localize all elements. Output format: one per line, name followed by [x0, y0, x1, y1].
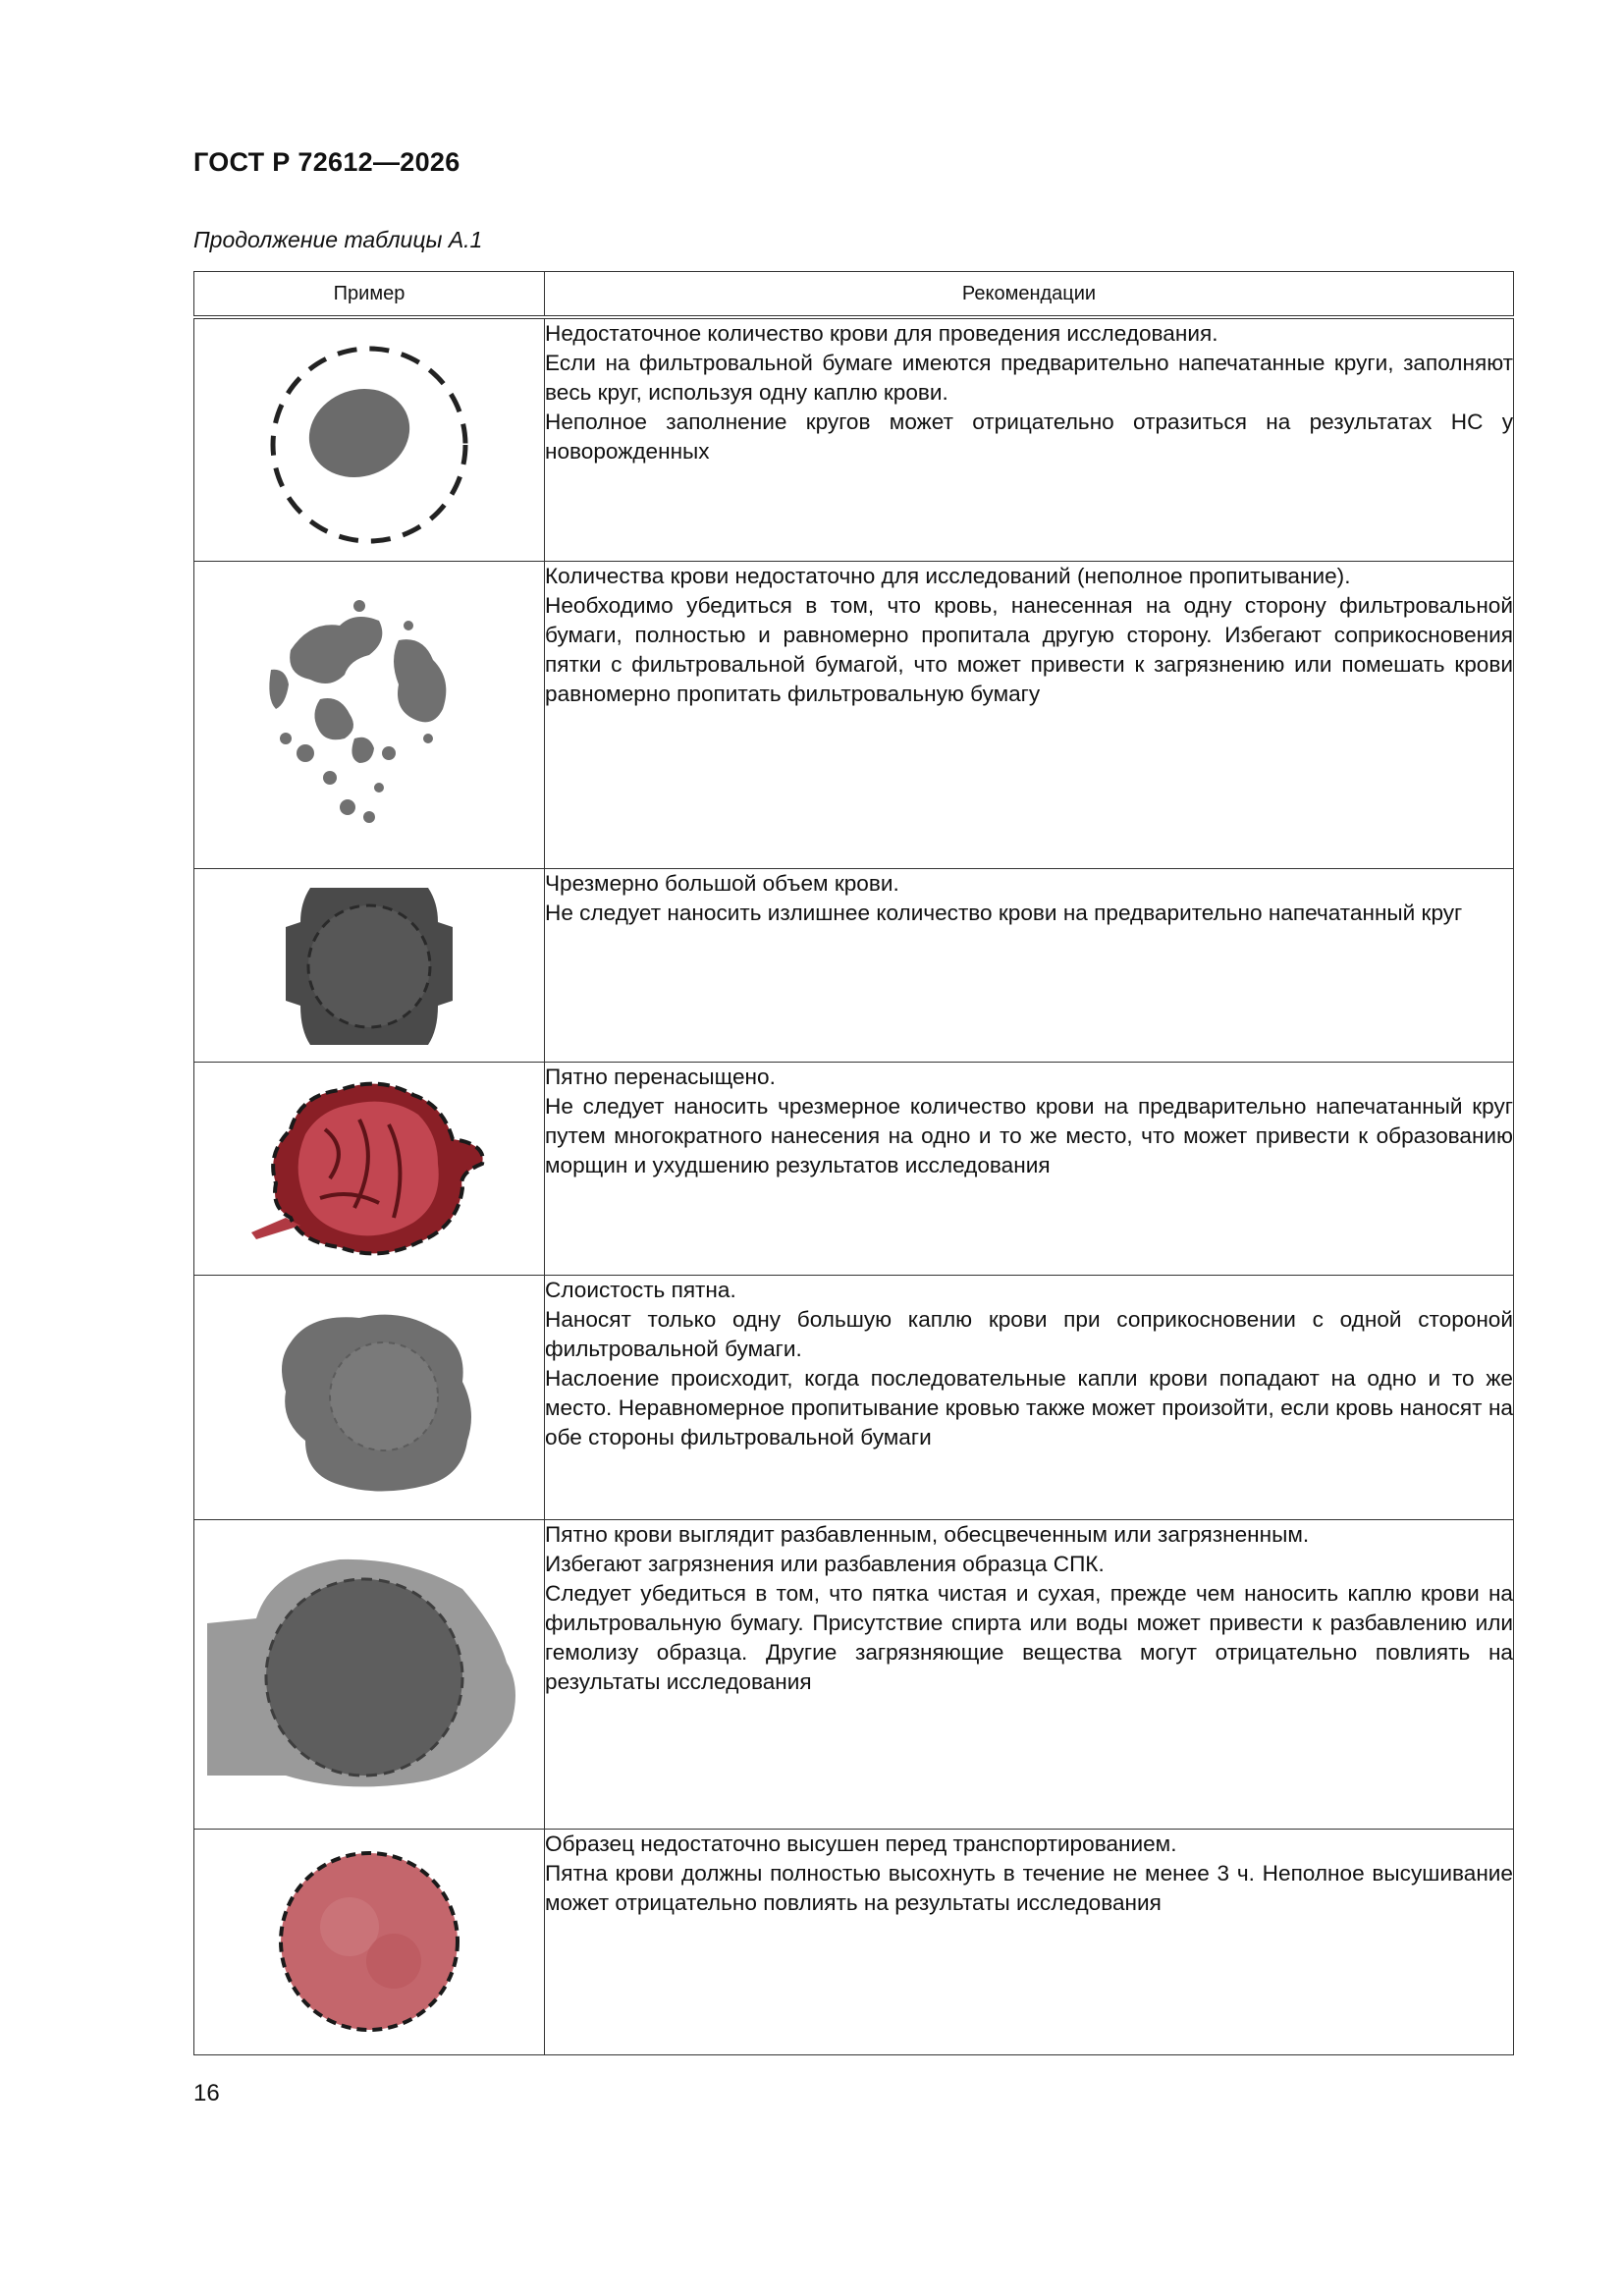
- recommendation-cell: [545, 1062, 1514, 1275]
- table-row: [194, 1062, 1514, 1275]
- recommendation-cell: [545, 561, 1514, 868]
- recommendation-text: Пятна крови должны полностью высохнуть в течение не менее 3 ч. Неполное высушивание может отрицательно повлиять на результаты исследования: [545, 1860, 1513, 1915]
- incomplete-saturation-spot-image: [232, 581, 507, 847]
- examples-table: [193, 271, 1514, 2055]
- recommendation-text: Неполное заполнение кругов может отрицательно отразиться на результатах НС у новорожденных: [545, 410, 1513, 464]
- recommendation-title: Недостаточное количество крови для проведения исследования.: [545, 321, 1218, 346]
- example-cell: [194, 1275, 545, 1519]
- recommendation-cell: [545, 1519, 1514, 1829]
- example-cell: [194, 1519, 545, 1829]
- oversaturated-spot-image: [232, 1070, 507, 1267]
- recommendation-text: Наслоение происходит, когда последовательные капли крови попадают на одно и то же место. Неравномерное пропитывание кровью также может произойти, если кровь наносят на обе стороны фильтровальной бумаги: [545, 1365, 1513, 1449]
- recommendation-title: Чрезмерно большой объем крови.: [545, 870, 899, 896]
- column-header-recommendations: Рекомендации: [545, 272, 1514, 318]
- table-row: [194, 561, 1514, 868]
- recommendation-text: Наносят только одну большую каплю крови при соприкосновении с одной стороной фильтровальной бумаги.: [545, 1306, 1513, 1361]
- diluted-spot-image: [202, 1550, 536, 1795]
- table-row: [194, 317, 1514, 561]
- table-caption: Продолжение таблицы А.1: [193, 227, 483, 252]
- table-row: [194, 1829, 1514, 2054]
- example-cell: [194, 317, 545, 561]
- recommendation-cell: [545, 868, 1514, 1062]
- recommendation-text: Не следует наносить чрезмерное количество крови на предварительно напечатанный круг путем многократного нанесения на одно и то же место, что может привести к образованию морщин и ухудшению результатов исследования: [545, 1093, 1513, 1177]
- insufficient-blood-spot-image: [261, 337, 477, 553]
- table-row: [194, 868, 1514, 1062]
- recommendation-text: Избегают загрязнения или разбавления образца СПК.: [545, 1551, 1105, 1576]
- table-row: [194, 1275, 1514, 1519]
- recommendation-cell: [545, 1829, 1514, 2054]
- recommendation-cell: [545, 1275, 1514, 1519]
- recommendation-text: Не следует наносить излишнее количество крови на предварительно напечатанный круг: [545, 900, 1463, 925]
- recommendation-text: Следует убедиться в том, что пятка чистая и сухая, прежде чем наносить каплю крови на фильтровальную бумагу. Присутствие спирта или воды может привести к разбавлению или гемолизу образца. Другие загрязняющие вещества могут отрицательно повлиять на результаты исследования: [545, 1580, 1513, 1694]
- example-cell: [194, 561, 545, 868]
- example-cell: [194, 868, 545, 1062]
- recommendation-title: Пятно крови выглядит разбавленным, обесцвеченным или загрязненным.: [545, 1521, 1310, 1547]
- recommendation-cell: [545, 317, 1514, 561]
- recommendation-text: Если на фильтровальной бумаге имеются предварительно напечатанные круги, заполняют весь круг, используя одну каплю крови.: [545, 351, 1513, 405]
- recommendation-title: Количества крови недостаточно для исследований (неполное пропитывание).: [545, 563, 1351, 588]
- column-header-example: Пример: [194, 272, 545, 318]
- recommendation-title: Пятно перенасыщено.: [545, 1064, 776, 1089]
- excess-blood-spot-image: [281, 883, 458, 1050]
- recommendation-title: Образец недостаточно высушен перед транспортированием.: [545, 1831, 1177, 1856]
- layered-spot-image: [251, 1303, 487, 1500]
- undried-spot-image: [271, 1843, 467, 2040]
- document-header: ГОСТ Р 72612—2026: [193, 147, 460, 177]
- example-cell: [194, 1829, 545, 2054]
- page-number: 16: [193, 2080, 220, 2106]
- example-cell: [194, 1062, 545, 1275]
- recommendation-title: Слоистость пятна.: [545, 1277, 736, 1302]
- table-header-row: [194, 272, 1514, 318]
- table-row: [194, 1519, 1514, 1829]
- recommendation-text: Необходимо убедиться в том, что кровь, нанесенная на одну сторону фильтровальной бумаги, полностью и равномерно пропитала другую сторону. Избегают соприкосновения пятки с фильтровальной бумагой, что может привести к загрязнению или помешать крови равномерно пропитать фильтровальную бумагу: [545, 592, 1513, 706]
